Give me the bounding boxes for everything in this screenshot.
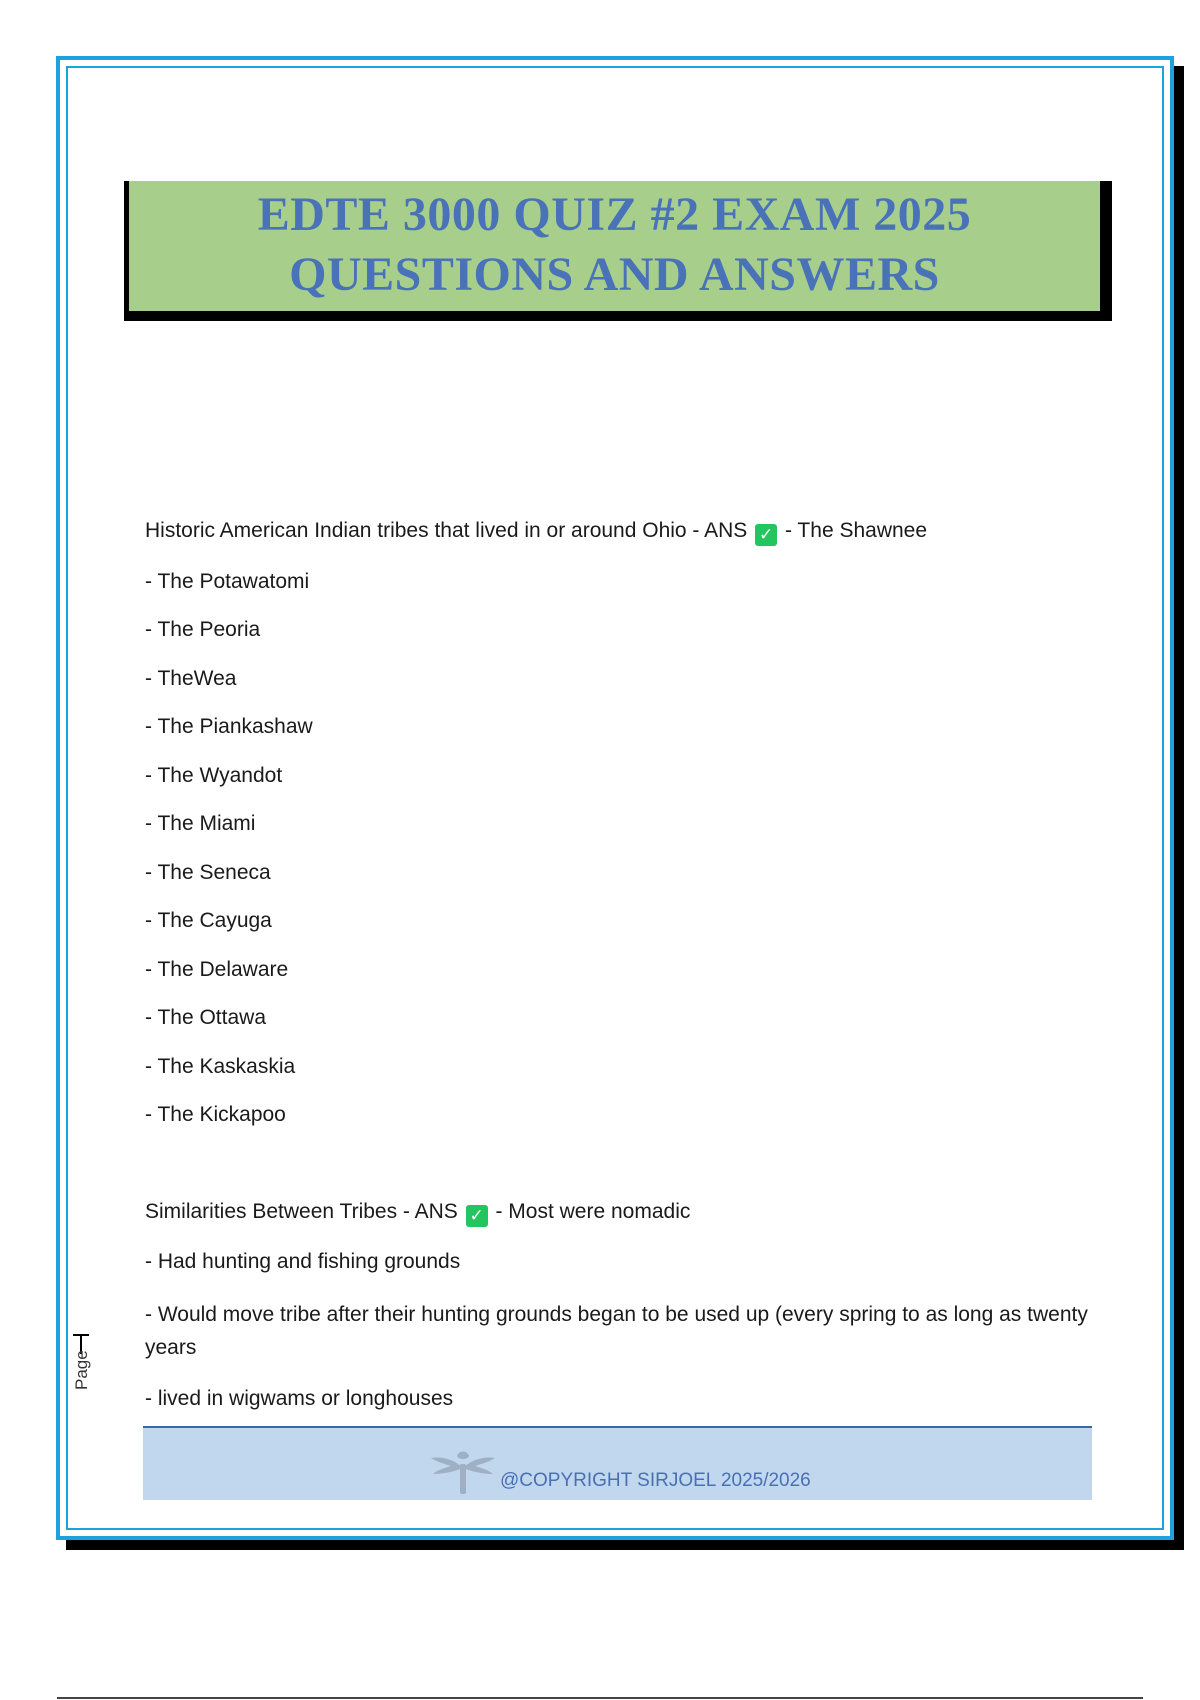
answer-line: - The Seneca [145,860,271,884]
title-line-1: EDTE 3000 QUIZ #2 EXAM 2025 [257,188,972,241]
footer-band [143,1426,1092,1500]
check-mark-icon: ✓ [466,1205,488,1227]
answer-line: - The Kickapoo [145,1103,286,1126]
answer-text: - The Shawnee [784,519,928,542]
title-line-2: QUESTIONS AND ANSWERS [289,248,940,301]
question-text: Historic American Indian tribes that lived in or around Ohio - ANS [145,519,748,542]
answer-line: - lived in wigwams or longhouses [145,1387,454,1410]
title-banner [124,181,1112,321]
answer-line: - The Miami [145,812,256,835]
answer-line: - TheWea [145,666,237,690]
check-mark-icon: ✓ [755,524,777,546]
answer-line: - The Kaskaskia [145,1054,296,1078]
page-label: Page [72,1350,91,1390]
answer-line: - Would move tribe after their hunting grounds began to be used up (every spring to as long as twenty years [145,1302,1088,1359]
answer-line: - The Cayuga [145,909,272,932]
document-body [145,518,1095,1435]
answer-line: - The Ottawa [145,1006,266,1029]
footer-copyright: @COPYRIGHT SIRJOEL 2025/2026 [500,1470,811,1491]
answer-line: - The Wyandot [145,763,283,787]
answer-line: - The Peoria [145,618,261,641]
answer-line: - The Potawatomi [145,569,310,593]
bottom-divider [57,1697,1143,1699]
answer-line: - Had hunting and fishing grounds [145,1250,461,1273]
question-line [145,518,1095,546]
question-spacer [145,1151,1095,1199]
question-line [145,1199,1095,1227]
answer-line: - The Piankashaw [145,715,313,738]
answer-line: - The Delaware [145,957,289,981]
page-marker-tick [73,1334,89,1336]
tree-logo-icon [427,1446,499,1494]
question-text: Similarities Between Tribes - ANS [145,1199,458,1223]
title-banner-box [124,181,1100,311]
answer-text: - Most were nomadic [495,1199,691,1223]
